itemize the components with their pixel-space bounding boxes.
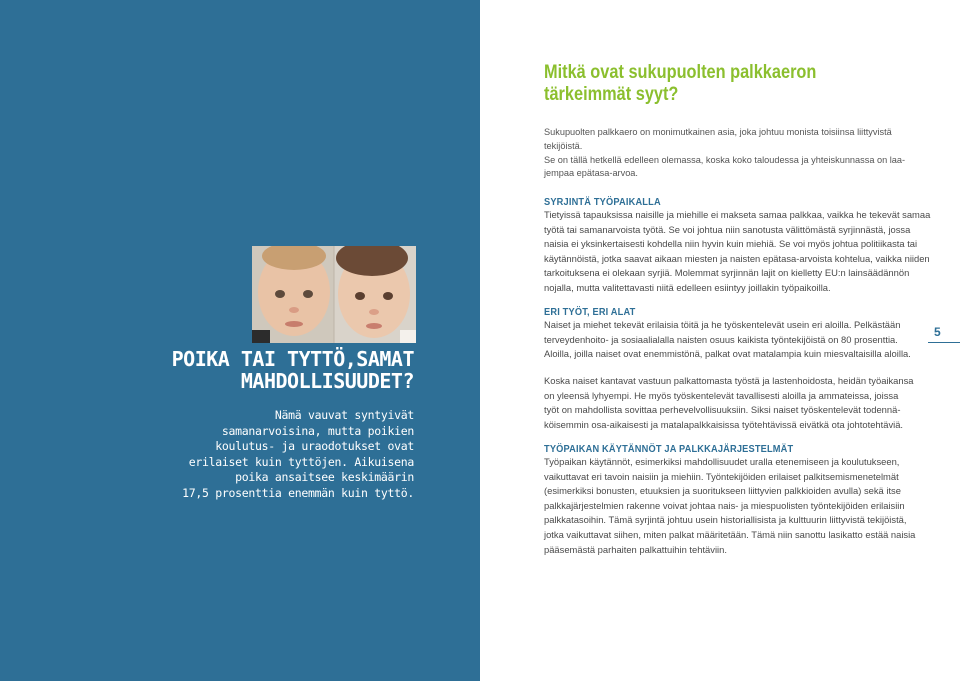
body-line: Tietyissä tapauksissa naisille ja miehille ei makseta samaa palkkaa, vaikka he tekevät samaa [544,209,931,220]
body-line: köisemmin osa-aikaisesti ja matalapalkkaisissa työtehtävissä eivätkä ota johtotehtäviä. [544,418,904,430]
intro-line: jempaa epätasa-arvoa. [544,168,638,179]
section-body-pay-systems [544,455,924,557]
caption-line: 17,5 prosenttia enemmän kuin tyttö. [182,485,414,500]
body-line: vaikuttavat eri tavoin naisiin ja miehiin. Työntekijöiden erilaiset palkitsemismenetelmät [544,470,899,482]
caption-line: koulutus- ja uraodotukset ovat [215,439,414,454]
page-number: 5 [934,325,941,339]
section-body-different-jobs-2 [544,374,924,432]
intro-line: Se on tällä hetkellä edelleen olemassa, koska koko taloudessa ja yhteiskunnassa on laa- [544,154,906,165]
body-line: palkkatasoihin. Tämä syrjintä johtuu usein historiallisista ja kulttuurin liittyvistä tekijöistä, [544,514,907,526]
body-line: Naiset ja miehet tekevät erilaisia töitä ja he työskentelevät usein eri aloilla. Pelkästään [544,319,901,330]
caption-line: erilaiset kuin tyttöjen. Aikuisena [188,454,414,469]
body-line: työt on mahdollista sovittaa perhevelvollisuuksiin. Siksi naiset työskentelevät todennä- [544,404,901,416]
body-line: tarkoituksena ei olekaan syrjiä. Molemmat syrjinnän lajit on kielletty EU:n lainsäädännön [544,267,910,279]
baby-photo [252,246,416,343]
body-line: terveydenhoito- ja sosiaalialalla naisten osuus kaikista työntekijöistä on 80 prosenttia. [544,333,898,345]
body-line: naisia ei yksinkertaisesti kohdella niin hyvin kuin miehiä. Se voi myös johtua politiikasta tai [544,238,918,250]
body-line: työtä tai samanarvoista työtä. Se voi johtua niin sanotusta välittömästä syrjinnästä, jossa [544,223,911,235]
section-body-different-jobs [544,318,924,362]
body-line: Aloilla, joilla naiset ovat enemmistönä, palkat ovat matalampia kuin miesvaltaisilla aloilla. [544,348,911,360]
body-line: nojalla, mutta valitettavasti niitä edelleen esiintyy joillakin työpaikoilla. [544,281,831,293]
section-body-discrimination [544,208,931,296]
intro-line: tekijöistä. [544,140,583,151]
section-heading-different-jobs: ERI TYÖT, ERI ALAT [544,306,636,318]
body-line: Työpaikan käytännöt, esimerkiksi mahdollisuudet uralla etenemiseen ja koulutukseen, [544,456,900,467]
intro-paragraph [544,126,924,181]
page-title-line: tärkeimmät syyt? [544,84,679,105]
left-panel-caption [54,408,414,502]
left-panel-title [54,348,414,392]
caption-line: poika ansaitsee keskimäärin [235,470,414,485]
body-line: jotka vaikuttavat siihen, miten palkat määritetään. Tämä niin sanottu lasikatto estää naisia [544,528,916,540]
caption-line: Nämä vauvat syntyivät [274,408,414,422]
left-title-line: POIKA TAI TYTTÖ,SAMAT [171,347,414,371]
body-line: pääsemästä parhaiten palkattuihin tehtäviin. [544,543,727,555]
body-line: palkkajärjestelmien rakenne voivat johtaa nais- ja miespuolisten työntekijöiden erilaisiin [544,499,905,511]
page-number-rule [928,342,960,343]
intro-line: Sukupuolten palkkaero on monimutkainen asia, joka johtuu monista toisiinsa liittyvistä [544,127,892,137]
body-line: Koska naiset kantavat vastuun palkattomasta työstä ja lastenhoidosta, heidän työaikansa [544,375,914,386]
body-line: on yleensä lyhyempi. He myös työskentelevät tavallisesti aloilla ja ammateissa, joissa [544,389,899,401]
body-line: käytännöistä, jotka saavat aikaan miesten ja naisten epätasa-arvoista kohtelua, vaikka niiden [544,252,930,264]
body-line: (esimerkiksi bonusten, etuuksien ja suoritukseen liittyvien palkkioiden avulla) sekä itse [544,485,901,497]
page-title-line: Mitkä ovat sukupuolten palkkaeron [544,62,817,83]
section-heading-discrimination: SYRJINTÄ TYÖPAIKALLA [544,196,661,208]
caption-line: samanarvoisina, mutta poikien [221,423,414,438]
page-title [544,62,817,106]
section-heading-pay-systems: TYÖPAIKAN KÄYTÄNNÖT JA PALKKAJÄRJESTELMÄT [544,443,794,455]
left-title-line: MAHDOLLISUUDET? [240,369,414,393]
